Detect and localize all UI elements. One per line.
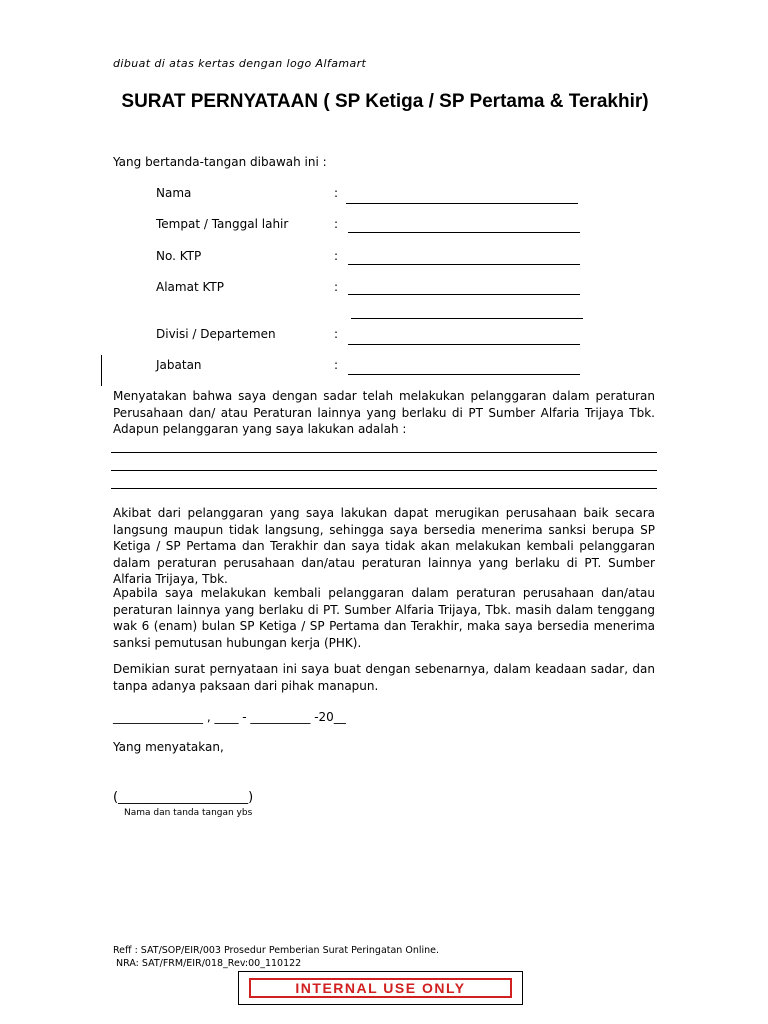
field-colon: : xyxy=(334,358,339,372)
field-label-tempat-tanggal-lahir: Tempat / Tanggal lahir xyxy=(156,217,289,231)
field-blank-alamat-ktp-2 xyxy=(351,318,583,319)
field-colon: : xyxy=(334,217,339,231)
field-blank-divisi-departemen xyxy=(348,344,580,345)
field-label-nama: Nama xyxy=(156,186,192,200)
violation-line-2 xyxy=(111,470,657,471)
field-label-no-ktp: No. KTP xyxy=(156,249,202,263)
field-colon: : xyxy=(334,186,339,200)
field-colon: : xyxy=(334,249,339,263)
paper-note: dibuat di atas kertas dengan logo Alfamart xyxy=(113,57,367,70)
field-blank-no-ktp xyxy=(348,264,580,265)
document-title: SURAT PERNYATAAN ( SP Ketiga / SP Pertama & Terakhir) xyxy=(121,91,649,112)
repeat-violation-paragraph: Apabila saya melakukan kembali pelanggaran dalam peraturan perusahaan dan/atau peraturan lainnya yang berlaku di PT. Sumber Alfaria Trijaya, Tbk. masih dalam tenggang wak 6 (enam) bulan SP Ketiga / SP Pertama dan Terakhir, maka saya bersedia menerima sanksi pemutusan hubungan kerja (PHK). xyxy=(113,586,655,650)
internal-use-stamp xyxy=(238,971,523,1005)
field-colon: : xyxy=(334,327,339,341)
field-label-divisi-departemen: Divisi / Departemen xyxy=(156,327,276,341)
closing-text: Yang menyatakan, xyxy=(113,740,224,754)
closing-paragraph: Demikian surat pernyataan ini saya buat dengan sebenarnya, dalam keadaan sadar, dan tanpa adanya paksaan dari pihak manapun. xyxy=(113,662,655,693)
reference-line: Reff : SAT/SOP/EIR/003 Prosedur Pemberian Surat Peringatan Online. xyxy=(113,945,440,956)
internal-use-label: INTERNAL USE ONLY xyxy=(249,978,512,998)
date-line: _______________ , ____ - __________ -20__ xyxy=(113,710,346,724)
field-blank-alamat-ktp xyxy=(348,294,580,295)
violation-line-3 xyxy=(111,488,657,489)
intro-text: Yang bertanda-tangan dibawah ini : xyxy=(113,155,327,169)
text-cursor xyxy=(101,355,102,386)
nra-line: NRA: SAT/FRM/EIR/018_Rev:00_110122 xyxy=(116,958,302,969)
signature-caption: Nama dan tanda tangan ybs xyxy=(124,808,253,818)
signature-line: (____________________) xyxy=(113,790,254,805)
field-label-jabatan: Jabatan xyxy=(156,358,202,372)
field-blank-jabatan xyxy=(348,374,580,375)
consequence-paragraph: Akibat dari pelanggaran yang saya lakukan dapat merugikan perusahaan baik secara langsung maupun tidak langsung, sehingga saya bersedia menerima sanksi berupa SP Ketiga / SP Pertama dan Terakhir dan saya tidak akan melakukan kembali pelanggaran dalam peraturan perusahaan dan/atau peraturan lainnya yang berlaku di PT. Sumber Alfaria Trijaya, Tbk. xyxy=(113,506,655,586)
field-colon: : xyxy=(334,280,339,294)
field-blank-tempat-tanggal-lahir xyxy=(348,232,580,233)
statement-paragraph: Menyatakan bahwa saya dengan sadar telah melakukan pelanggaran dalam peraturan Perusahaan dan/ atau Peraturan lainnya yang berlaku di PT Sumber Alfaria Trijaya Tbk. Adapun pelanggaran yang saya lakukan adalah : xyxy=(113,389,655,436)
field-blank-nama xyxy=(346,203,578,204)
violation-line-1 xyxy=(111,452,657,453)
field-label-alamat-ktp: Alamat KTP xyxy=(156,280,224,294)
